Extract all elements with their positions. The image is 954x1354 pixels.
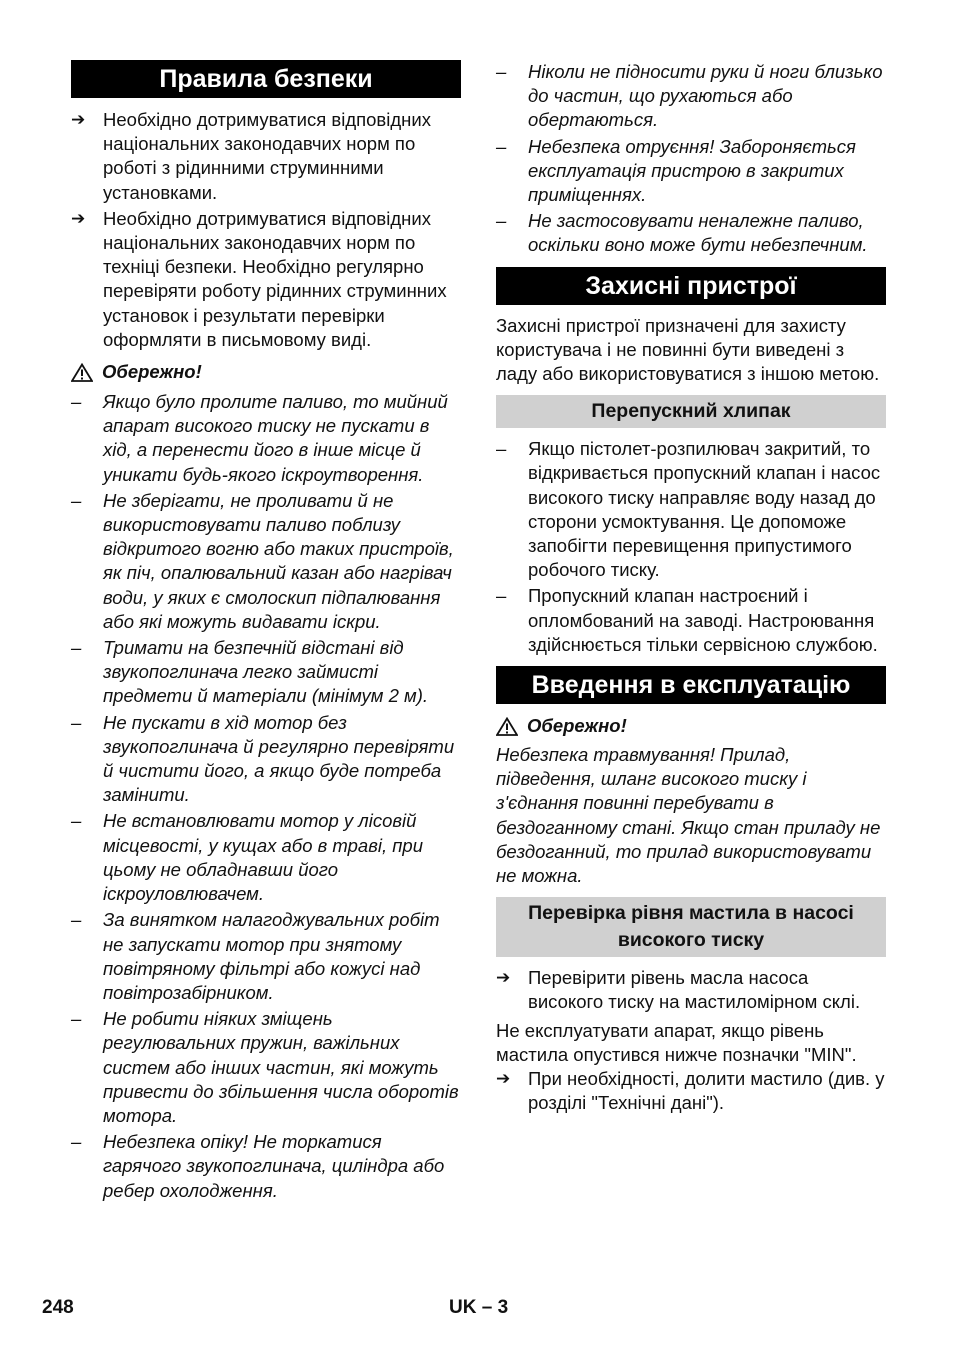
list-item: ➔ При необхідності, долити мастило (див. у розділі "Технічні дані"). (496, 1068, 885, 1114)
warning-triangle-icon (71, 363, 93, 382)
list-item: ➔ Необхідно дотримуватися відповідних національних законодавчих норм по техніці безпеки. Необхідно регулярно перевіряти роботу рідинних струминних установок і результати перевірки оформляти в письмовому виді. (71, 207, 447, 350)
arrow-right-icon: ➔ (71, 110, 86, 129)
bypass-valve-heading: Перепускний хлипак (496, 395, 886, 428)
list-item: ➔ Необхідно дотримуватися відповідних національних законодавчих норм по роботі з рідинними струминними установками. (71, 109, 431, 203)
right-column (496, 60, 886, 1116)
warning-line: Обережно! (71, 360, 461, 384)
protective-devices-heading: Захисні пристрої (496, 267, 886, 305)
startup-warning-text: Небезпека травмування! Прилад, підведення, шланг високого тиску і з'єднання повинні перебувати в бездоганному стані. Якщо стан приладу не бездоганний, то прилад використовувати не можна. (496, 744, 881, 887)
protective-devices-text: Захисні пристрої призначені для захисту користувача і не повинні бути виведені з ладу або використовуватися з іншою метою. (496, 314, 880, 385)
page-number: 248 (42, 1297, 74, 1318)
oil-paragraph: Не експлуатувати апарат, якщо рівень мастила опустився нижче позначки "MIN". (496, 1019, 857, 1065)
arrow-right-icon: ➔ (496, 968, 511, 988)
list-item: – За винятком налагоджувальних робіт не запускати мотор при знятому повітряному фільтрі або кожусі над повітрозабірником. (71, 909, 440, 1003)
list-item: – Якщо було пролите паливо, то мийний апарат високого тиску не пускати в хід, а перенести його в інше місце й уникати будь-якого іскроутворення. (71, 391, 448, 485)
startup-heading: Введення в експлуатацію (496, 666, 886, 704)
list-item: ➔ Перевірити рівень масла насоса високого тиску на мастиломірном склі. (496, 967, 861, 1013)
list-item: – Ніколи не підносити руки й ноги близько до частин, що рухаються або обертаються. (496, 61, 883, 131)
list-item: – Пропускний клапан настроєний і опломбований на заводі. Настроювання здійснюється тільки сервісною службою. (496, 585, 878, 655)
list-item: – Небезпека отруєння! Забороняється експлуатація пристрою в закритих приміщеннях. (496, 135, 856, 206)
list-item: – Якщо пістолет-розпилювач закритий, то відкривається пропускний клапан і насос високого тиску направляє воду назад до сторони усмоктування. Це допоможе запобігти перевищення припустимого робочого тиску. (496, 438, 881, 581)
warning-triangle-icon (496, 717, 518, 736)
list-item: – Не зберігати, не проливати й не використовувати паливо поблизу відкритого вогню або таких пристроїв, як піч, опалювальний казан або нагрівач води, у яких є смолоскип підпалювання або які можуть видавати іскри. (71, 489, 454, 632)
safety-heading: Правила безпеки (71, 60, 461, 98)
list-item: – Небезпека опіку! Не торкатися гарячого звукопоглинача, циліндра або ребер охолодження. (71, 1131, 445, 1201)
oil-check-heading: Перевірка рівня мастила в насосі високого тиску (496, 897, 886, 957)
arrow-right-icon: ➔ (71, 208, 86, 228)
list-item: – Тримати на безпечній відстані від звукопоглинача легко займисті предмети й матеріали (мінімум 2 м). (71, 637, 429, 707)
warning-line: Обережно! (496, 714, 886, 738)
list-item: – Не встановлювати мотор у лісовій місцевості, у кущах або в траві, при цьому не обладнавши його іскроуловлювачем. (71, 810, 424, 905)
list-item: – Не робити ніяких зміщень регулювальних пружин, важільних систем або інших частин, які можуть привести до збільшення числа оборотів мотора. (71, 1008, 459, 1126)
list-item: – Не пускати в хід мотор без звукопоглинача й регулярно перевіряти й чистити його, а якщо буде потреба замінити. (71, 711, 455, 806)
arrow-right-icon: ➔ (496, 1069, 511, 1089)
left-column (71, 60, 461, 1203)
list-item: – Не застосовувати неналежне паливо, оскільки воно може бути небезпечним. (496, 210, 868, 256)
section-label: UK – 3 (449, 1297, 509, 1318)
